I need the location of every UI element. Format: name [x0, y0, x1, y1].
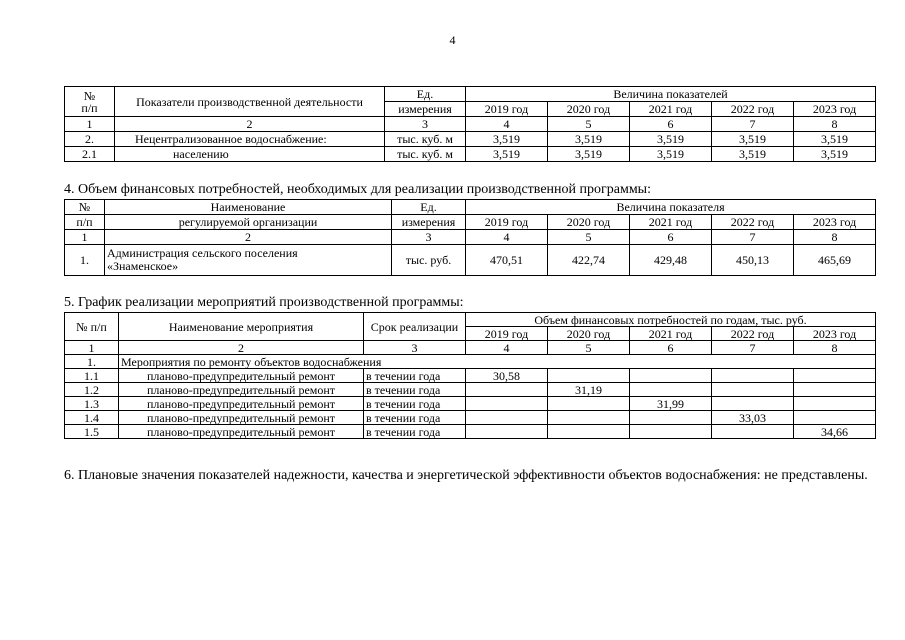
index-cell: 4 — [466, 230, 548, 245]
row-unit: тыс. куб. м — [385, 132, 466, 147]
row-name: Администрация сельского поселения «Знаменское» — [105, 245, 392, 276]
index-cell: 5 — [548, 230, 630, 245]
row-term: в течении года — [364, 411, 466, 425]
index-row — [65, 230, 876, 245]
index-cell: 8 — [794, 230, 876, 245]
header-year: 2021 год — [630, 327, 712, 341]
header-year: 2022 год — [712, 102, 794, 117]
index-cell: 1 — [65, 117, 115, 132]
row-value — [794, 369, 876, 383]
row-unit: тыс. руб. — [392, 245, 466, 276]
row-term: в течении года — [364, 383, 466, 397]
header-year: 2020 год — [548, 215, 630, 230]
header-year: 2022 год — [712, 215, 794, 230]
row-name: населению — [115, 147, 385, 162]
index-cell: 1 — [65, 230, 105, 245]
row-value: 422,74 — [548, 245, 630, 276]
row-value: 3,519 — [712, 147, 794, 162]
index-row — [65, 341, 876, 355]
row-value — [794, 411, 876, 425]
row-unit: тыс. куб. м — [385, 147, 466, 162]
row-num: 1.1 — [65, 369, 119, 383]
table-row — [65, 132, 876, 147]
index-cell: 4 — [466, 117, 548, 132]
row-name: планово-предупредительный ремонт — [119, 397, 364, 411]
index-cell: 7 — [712, 230, 794, 245]
row-value — [794, 383, 876, 397]
row-num: 1.5 — [65, 425, 119, 439]
index-cell: 8 — [794, 341, 876, 355]
activities-schedule-table — [64, 312, 876, 439]
index-cell: 5 — [548, 117, 630, 132]
header-value-group: Объем финансовых потребностей по годам, тыс. руб. — [466, 313, 876, 327]
row-name: планово-предупредительный ремонт — [119, 425, 364, 439]
header-unit: Ед. — [385, 87, 466, 102]
row-value — [630, 411, 712, 425]
header-year: 2019 год — [466, 215, 548, 230]
header-num: № п/п — [65, 313, 119, 341]
row-num: 2. — [65, 132, 115, 147]
header-indicator: Показатели производственной деятельности — [115, 87, 385, 117]
header-year: 2021 год — [630, 102, 712, 117]
header-num: № п/п — [65, 87, 115, 117]
row-value: 3,519 — [712, 132, 794, 147]
header-unit-2: измерения — [392, 215, 466, 230]
row-value: 465,69 — [794, 245, 876, 276]
index-cell: 7 — [712, 341, 794, 355]
table-row — [65, 425, 876, 439]
row-num: 1.2 — [65, 383, 119, 397]
row-value — [466, 411, 548, 425]
row-value — [630, 425, 712, 439]
row-value: 470,51 — [466, 245, 548, 276]
row-value: 3,519 — [630, 147, 712, 162]
table-row — [65, 369, 876, 383]
page-number: 4 — [449, 33, 456, 47]
header-year: 2023 год — [794, 102, 876, 117]
index-cell: 5 — [548, 341, 630, 355]
row-value — [712, 369, 794, 383]
index-cell: 2 — [119, 341, 364, 355]
table-row — [65, 147, 876, 162]
header-year: 2019 год — [466, 102, 548, 117]
row-num: 2.1 — [65, 147, 115, 162]
row-value — [466, 425, 548, 439]
row-value — [712, 383, 794, 397]
row-value: 450,13 — [712, 245, 794, 276]
header-term: Срок реализации — [364, 313, 466, 341]
row-value: 3,519 — [466, 147, 548, 162]
row-name: планово-предупредительный ремонт — [119, 369, 364, 383]
index-cell: 6 — [630, 230, 712, 245]
index-cell: 3 — [392, 230, 466, 245]
header-year: 2019 год — [466, 327, 548, 341]
row-value: 30,58 — [466, 369, 548, 383]
header-year: 2020 год — [548, 327, 630, 341]
row-value — [548, 397, 630, 411]
row-value — [466, 397, 548, 411]
group-row — [65, 355, 876, 369]
index-cell: 7 — [712, 117, 794, 132]
row-value: 31,19 — [548, 383, 630, 397]
row-num: 1. — [65, 355, 119, 369]
row-value: 3,519 — [794, 132, 876, 147]
index-cell: 6 — [630, 117, 712, 132]
row-name: Нецентрализованное водоснабжение: — [115, 132, 385, 147]
index-cell: 2 — [105, 230, 392, 245]
table-row — [65, 397, 876, 411]
row-value — [548, 369, 630, 383]
header-year: 2020 год — [548, 102, 630, 117]
header-org-2: регулируемой организации — [105, 215, 392, 230]
row-value — [712, 425, 794, 439]
row-term: в течении года — [364, 425, 466, 439]
group-name: Мероприятия по ремонту объектов водоснабжения — [119, 355, 876, 369]
row-value: 3,519 — [466, 132, 548, 147]
header-unit: Ед. — [392, 200, 466, 215]
row-value: 34,66 — [794, 425, 876, 439]
index-row — [65, 117, 876, 132]
header-org: Наименование — [105, 200, 392, 215]
row-name: планово-предупредительный ремонт — [119, 411, 364, 425]
row-value: 33,03 — [712, 411, 794, 425]
header-unit-2: измерения — [385, 102, 466, 117]
row-name: планово-предупредительный ремонт — [119, 383, 364, 397]
row-num: 1.4 — [65, 411, 119, 425]
index-cell: 2 — [115, 117, 385, 132]
header-num: № — [65, 200, 105, 215]
header-year: 2022 год — [712, 327, 794, 341]
header-year: 2023 год — [794, 327, 876, 341]
index-cell: 6 — [630, 341, 712, 355]
row-value — [548, 425, 630, 439]
section-5-title: 5. График реализации мероприятий производственной программы: — [64, 295, 464, 310]
header-year: 2021 год — [630, 215, 712, 230]
row-num: 1. — [65, 245, 105, 276]
index-cell: 3 — [385, 117, 466, 132]
row-value: 31,99 — [630, 397, 712, 411]
row-value: 3,519 — [630, 132, 712, 147]
index-cell: 3 — [364, 341, 466, 355]
row-value — [548, 411, 630, 425]
row-value: 3,519 — [548, 132, 630, 147]
table-row — [65, 245, 876, 276]
production-indicators-table — [64, 86, 876, 162]
table-row — [65, 383, 876, 397]
row-value — [466, 383, 548, 397]
section-4-title: 4. Объем финансовых потребностей, необходимых для реализации производственной программы: — [64, 182, 651, 197]
row-value — [794, 397, 876, 411]
section-6-text: 6. Плановые значения показателей надежности, качества и энергетической эффективности объектов водоснабжения: не представлены. — [64, 468, 868, 483]
row-term: в течении года — [364, 397, 466, 411]
row-value — [630, 369, 712, 383]
row-value: 429,48 — [630, 245, 712, 276]
index-cell: 4 — [466, 341, 548, 355]
row-term: в течении года — [364, 369, 466, 383]
row-value — [712, 397, 794, 411]
table-row — [65, 411, 876, 425]
financial-needs-table — [64, 199, 876, 276]
header-value-group: Величина показателя — [466, 200, 876, 215]
header-activity: Наименование мероприятия — [119, 313, 364, 341]
header-value-group: Величина показателей — [466, 87, 876, 102]
index-cell: 8 — [794, 117, 876, 132]
row-num: 1.3 — [65, 397, 119, 411]
row-value: 3,519 — [548, 147, 630, 162]
header-year: 2023 год — [794, 215, 876, 230]
header-num-2: п/п — [65, 215, 105, 230]
index-cell: 1 — [65, 341, 119, 355]
row-value — [630, 383, 712, 397]
row-value: 3,519 — [794, 147, 876, 162]
